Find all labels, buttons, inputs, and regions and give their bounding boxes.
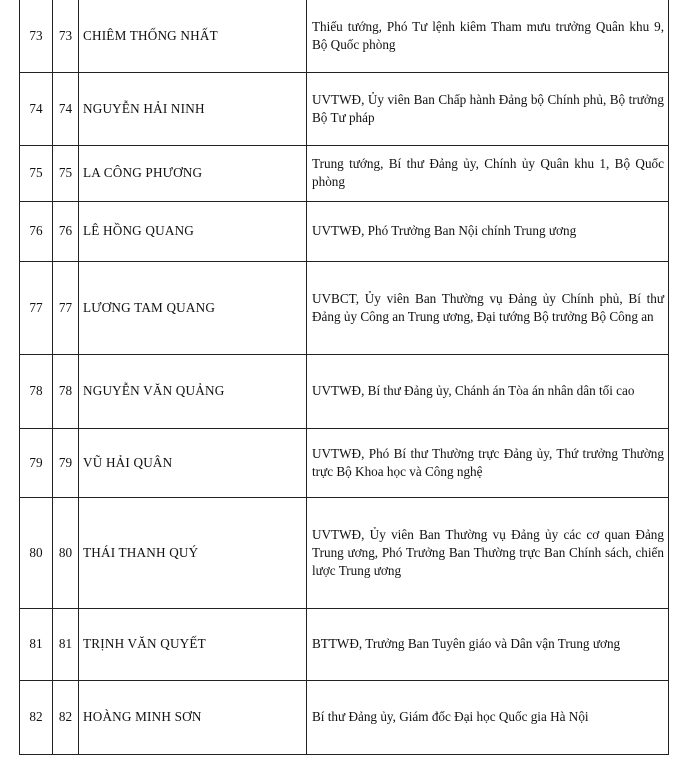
position-text: UVTWĐ, Phó Trưởng Ban Nội chính Trung ương	[312, 223, 577, 238]
name-cell: TRỊNH VĂN QUYẾT	[79, 608, 307, 680]
number-cell: 81	[53, 608, 79, 680]
number-cell: 78	[53, 354, 79, 428]
table-row	[20, 354, 669, 428]
stt-cell: 78	[20, 354, 53, 428]
stt-cell: 82	[20, 680, 53, 754]
stt-cell: 73	[20, 0, 53, 72]
position-text: UVBCT, Ủy viên Ban Thường vụ Đảng ủy Chính phủ, Bí thư Đảng ủy Công an Trung ương, Đại tướng Bộ trưởng Bộ Công an	[312, 290, 664, 324]
name-cell: NGUYỄN VĂN QUẢNG	[79, 354, 307, 428]
name-cell: HOÀNG MINH SƠN	[79, 680, 307, 754]
position-text: Bí thư Đảng ủy, Giám đốc Đại học Quốc gia Hà Nội	[312, 709, 589, 724]
table-row	[20, 261, 669, 354]
table-row	[20, 428, 669, 497]
position-cell	[307, 354, 669, 428]
number-cell: 82	[53, 680, 79, 754]
position-cell	[307, 201, 669, 261]
position-text: BTTWĐ, Trưởng Ban Tuyên giáo và Dân vận Trung ương	[312, 636, 621, 651]
name-cell: THÁI THANH QUÝ	[79, 497, 307, 608]
number-cell: 75	[53, 145, 79, 201]
name-cell: CHIÊM THỐNG NHẤT	[79, 0, 307, 72]
name-cell: LÊ HỒNG QUANG	[79, 201, 307, 261]
position-text: Thiếu tướng, Phó Tư lệnh kiêm Tham mưu trưởng Quân khu 9, Bộ Quốc phòng	[312, 18, 664, 52]
name-cell: LA CÔNG PHƯƠNG	[79, 145, 307, 201]
table-row	[20, 608, 669, 680]
number-cell: 76	[53, 201, 79, 261]
name-cell: NGUYỄN HẢI NINH	[79, 72, 307, 145]
number-cell: 77	[53, 261, 79, 354]
position-cell	[307, 608, 669, 680]
number-cell: 74	[53, 72, 79, 145]
table-row	[20, 680, 669, 754]
position-text: UVTWĐ, Ủy viên Ban Chấp hành Đảng bộ Chính phủ, Bộ trưởng Bộ Tư pháp	[312, 91, 664, 125]
position-cell	[307, 497, 669, 608]
stt-cell: 79	[20, 428, 53, 497]
stt-cell: 74	[20, 72, 53, 145]
position-text: Trung tướng, Bí thư Đảng ủy, Chính ủy Quân khu 1, Bộ Quốc phòng	[312, 156, 664, 189]
position-cell	[307, 428, 669, 497]
table-row	[20, 72, 669, 145]
number-cell: 73	[53, 0, 79, 72]
stt-cell: 75	[20, 145, 53, 201]
position-text: UVTWĐ, Bí thư Đảng ủy, Chánh án Tòa án nhân dân tối cao	[312, 383, 635, 398]
position-cell	[307, 145, 669, 201]
stt-cell: 76	[20, 201, 53, 261]
table-row	[20, 0, 669, 72]
table-row	[20, 145, 669, 201]
position-cell	[307, 680, 669, 754]
position-cell	[307, 0, 669, 72]
table-row	[20, 497, 669, 608]
position-cell	[307, 261, 669, 354]
name-cell: LƯƠNG TAM QUANG	[79, 261, 307, 354]
position-cell	[307, 72, 669, 145]
number-cell: 79	[53, 428, 79, 497]
stt-cell: 80	[20, 497, 53, 608]
position-text: UVTWĐ, Phó Bí thư Thường trực Đảng ủy, Thứ trưởng Thường trực Bộ Khoa học và Công nghệ	[312, 445, 664, 479]
stt-cell: 81	[20, 608, 53, 680]
stt-cell: 77	[20, 261, 53, 354]
number-cell: 80	[53, 497, 79, 608]
name-cell: VŨ HẢI QUÂN	[79, 428, 307, 497]
candidate-table	[19, 0, 669, 755]
position-text: UVTWĐ, Ủy viên Ban Thường vụ Đảng ủy các cơ quan Đảng Trung ương, Phó Trưởng Ban Thường trực Ban Chính sách, chiến lược Trung ương	[312, 526, 664, 578]
table-row	[20, 201, 669, 261]
